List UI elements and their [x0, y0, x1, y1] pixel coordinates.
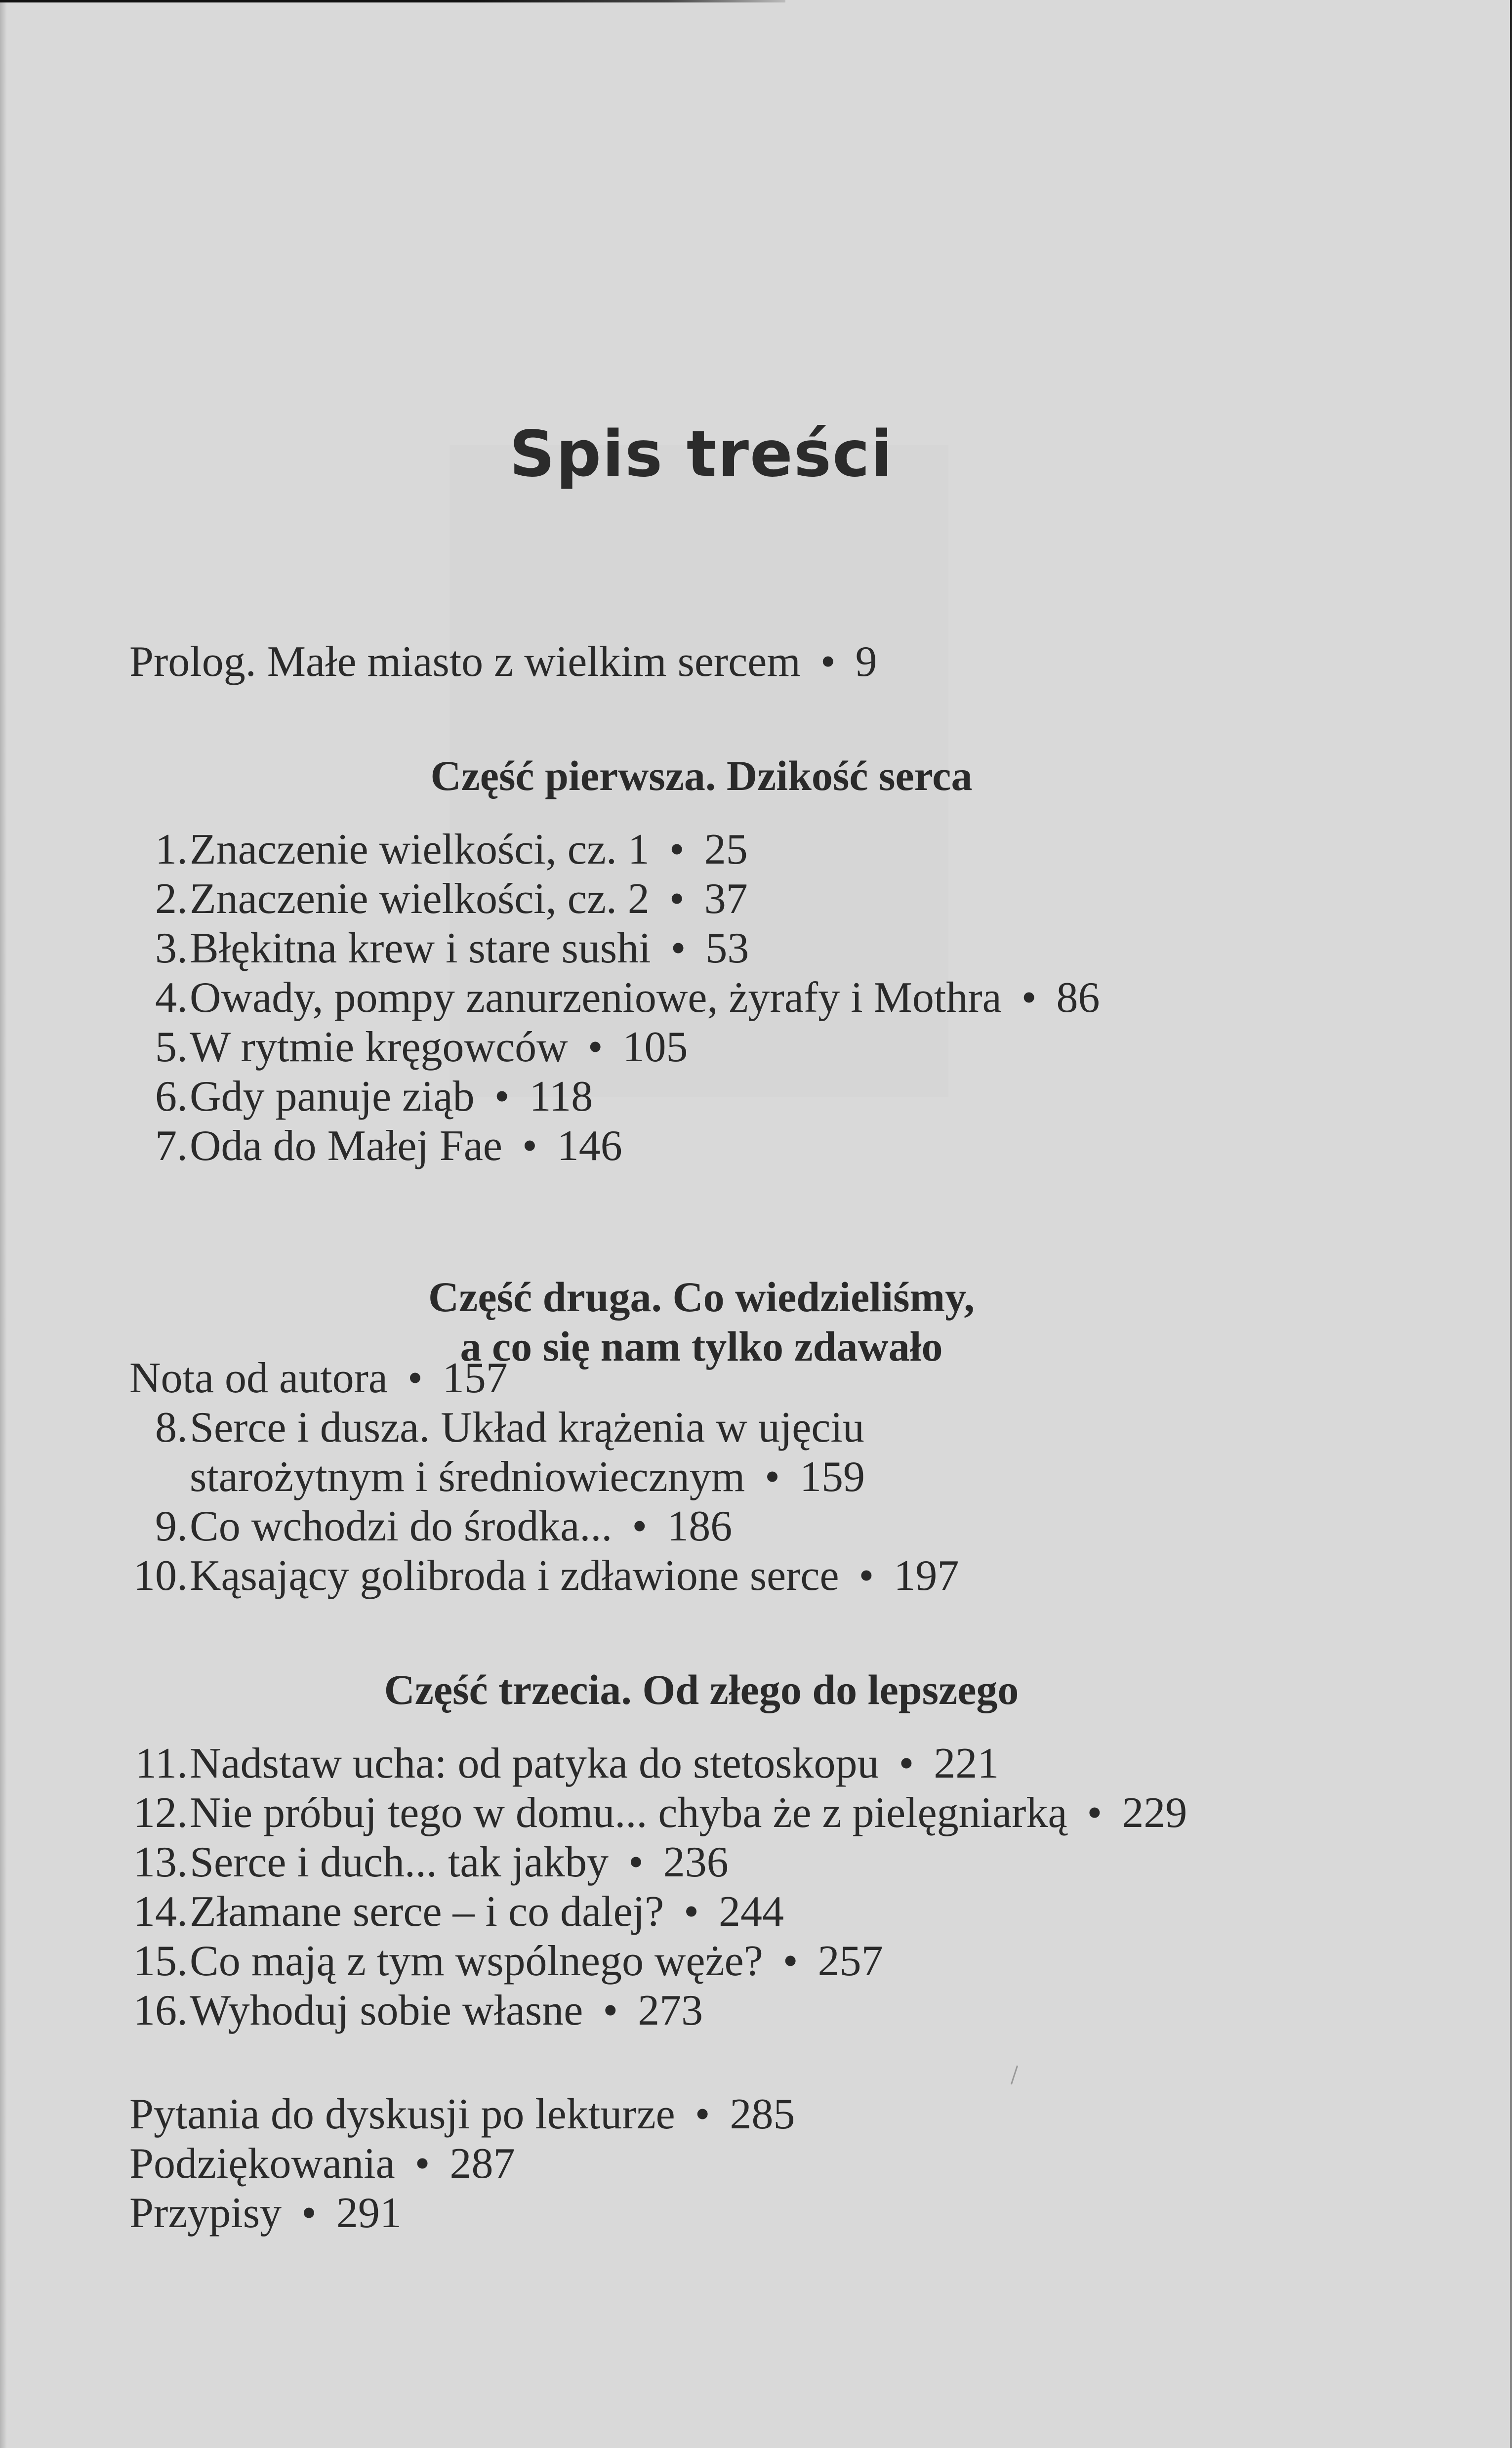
toc-entry[interactable] — [129, 1986, 703, 2035]
toc-entry-title-line-1: Serce i dusza. Układ krążenia w ujęciu — [190, 1404, 864, 1452]
toc-entry-page: 197 — [894, 1552, 959, 1600]
toc-entry-title: Kąsający golibroda i zdławione serce — [190, 1552, 839, 1600]
toc-entry[interactable] — [129, 1121, 622, 1171]
toc-entry-page: 157 — [442, 1354, 508, 1402]
bullet-separator: • — [301, 2189, 317, 2237]
bullet-separator: • — [1021, 974, 1037, 1022]
toc-entry-title: Nie próbuj tego w domu... chyba że z pielęgniarką — [190, 1789, 1067, 1837]
bullet-separator: • — [695, 2090, 710, 2138]
toc-entry[interactable] — [129, 1023, 688, 1072]
bullet-separator: • — [765, 1453, 780, 1501]
toc-entry-title: Serce i duch... tak jakby — [190, 1838, 609, 1886]
chapter-number: 4. — [155, 974, 188, 1022]
toc-entry-title: Owady, pompy zanurzeniowe, żyrafy i Mothra — [190, 974, 1002, 1022]
toc-entry[interactable] — [129, 1887, 784, 1937]
chapter-number: 15. — [133, 1937, 188, 1985]
toc-entry-page: 236 — [663, 1838, 729, 1886]
toc-entry-title: Złamane serce – i co dalej? — [190, 1888, 664, 1936]
toc-entry-page: 285 — [730, 2090, 795, 2138]
toc-entry-page: 86 — [1056, 974, 1100, 1022]
chapter-number: 2. — [155, 875, 188, 923]
bullet-separator: • — [407, 1354, 423, 1402]
part-heading-1: Część pierwsza. Dzikość serca — [430, 752, 973, 799]
toc-entry-page: 273 — [638, 1987, 703, 2034]
page-title: Spis treści — [509, 417, 894, 491]
toc-entry[interactable] — [129, 1551, 959, 1601]
toc-entry-page: 244 — [718, 1888, 784, 1936]
toc-entry-acknowledgements[interactable] — [129, 2139, 515, 2189]
toc-entry-title: Co wchodzi do środka... — [190, 1502, 613, 1550]
part-heading-2-line-2: a co się nam tylko zdawało — [460, 1323, 943, 1370]
toc-entry[interactable] — [129, 1072, 593, 1121]
toc-entry-title: Co mają z tym wspólnego węże? — [190, 1937, 763, 1985]
chapter-number: 9. — [155, 1502, 188, 1550]
chapter-number: 3. — [155, 924, 188, 972]
toc-entry-title: W rytmie kręgowców — [190, 1023, 568, 1071]
bullet-separator: • — [603, 1987, 618, 2034]
toc-entry-prolog[interactable] — [129, 637, 877, 687]
toc-entry-title: Znaczenie wielkości, cz. 2 — [190, 875, 650, 923]
part-heading-2-line-1: Część druga. Co wiedzieliśmy, — [428, 1273, 975, 1321]
toc-entry-page: 9 — [855, 638, 877, 686]
stray-pen-mark — [1011, 2066, 1018, 2085]
toc-entry-page: 105 — [622, 1023, 688, 1071]
chapter-number: 6. — [155, 1073, 188, 1120]
toc-entry-author-note[interactable] — [129, 1354, 508, 1403]
scan-left-shadow — [0, 0, 7, 2448]
toc-entry-title: Gdy panuje ziąb — [190, 1073, 475, 1120]
bullet-separator: • — [669, 875, 685, 923]
bullet-separator: • — [587, 1023, 603, 1071]
toc-entry-title: Pytania do dyskusji po lekturze — [129, 2090, 675, 2138]
chapter-number: 1. — [155, 826, 188, 873]
toc-entry-title: Prolog. Małe miasto z wielkim sercem — [129, 638, 801, 686]
toc-entry[interactable] — [129, 825, 748, 874]
toc-entry-title-line-2: starożytnym i średniowiecznym — [190, 1453, 745, 1501]
bullet-separator: • — [670, 924, 686, 972]
chapter-number: 13. — [133, 1838, 188, 1886]
toc-entry-page: 146 — [557, 1122, 622, 1170]
toc-entry-page: 257 — [817, 1937, 883, 1985]
toc-entry[interactable] — [129, 1788, 1187, 1838]
toc-entry[interactable] — [129, 1403, 864, 1452]
toc-entry-page: 25 — [704, 826, 748, 873]
toc-entry-page: 229 — [1122, 1789, 1187, 1837]
toc-entry[interactable] — [129, 924, 749, 973]
chapter-number: 14. — [133, 1888, 188, 1936]
chapter-number: 12. — [133, 1789, 188, 1837]
toc-entry-title: Przypisy — [129, 2189, 282, 2237]
chapter-number: 10. — [133, 1552, 188, 1600]
toc-entry-title: Znaczenie wielkości, cz. 1 — [190, 826, 650, 873]
bullet-separator: • — [494, 1073, 510, 1120]
bullet-separator: • — [1087, 1789, 1103, 1837]
toc-entry[interactable] — [129, 874, 748, 924]
bullet-separator: • — [782, 1937, 798, 1985]
bullet-separator: • — [632, 1502, 648, 1550]
bullet-separator: • — [820, 638, 836, 686]
toc-entry-title: Nota od autora — [129, 1354, 388, 1402]
toc-entry[interactable] — [129, 973, 1100, 1023]
chapter-number: 11. — [135, 1740, 188, 1787]
scan-top-edge — [0, 0, 785, 2]
toc-entry-title: Podziękowania — [129, 2140, 395, 2188]
bullet-separator: • — [684, 1888, 699, 1936]
toc-entry-page: 287 — [450, 2140, 515, 2188]
toc-entry-title: Nadstaw ucha: od patyka do stetoskopu — [190, 1740, 879, 1787]
bullet-separator: • — [669, 826, 685, 873]
toc-entry-page: 37 — [704, 875, 748, 923]
scan-right-edge — [1510, 0, 1512, 2448]
bullet-separator: • — [858, 1552, 874, 1600]
toc-entry-continuation[interactable] — [129, 1452, 865, 1502]
bullet-separator: • — [414, 2140, 430, 2188]
toc-entry-title: Błękitna krew i stare sushi — [190, 924, 651, 972]
toc-entry-discussion-questions[interactable] — [129, 2090, 795, 2139]
chapter-number: 8. — [155, 1404, 188, 1452]
toc-entry-page: 118 — [529, 1073, 593, 1120]
toc-entry-page: 291 — [336, 2189, 402, 2237]
toc-entry-page: 221 — [934, 1740, 999, 1787]
toc-entry[interactable] — [129, 1502, 732, 1551]
chapter-number: 16. — [133, 1987, 188, 2034]
bullet-separator: • — [899, 1740, 914, 1787]
chapter-number: 7. — [155, 1122, 188, 1170]
toc-entry[interactable] — [129, 1937, 883, 1986]
part-heading-3: Część trzecia. Od złego do lepszego — [384, 1666, 1019, 1713]
bullet-separator: • — [628, 1838, 644, 1886]
toc-entry-page: 53 — [705, 924, 749, 972]
toc-entry-footnotes[interactable] — [129, 2189, 402, 2238]
toc-entry[interactable] — [129, 1838, 729, 1887]
toc-entry[interactable] — [129, 1739, 999, 1788]
toc-entry-title: Wyhoduj sobie własne — [190, 1987, 583, 2034]
bullet-separator: • — [522, 1122, 537, 1170]
toc-entry-page: 159 — [799, 1453, 865, 1501]
chapter-number: 5. — [155, 1023, 188, 1071]
toc-entry-title: Oda do Małej Fae — [190, 1122, 502, 1170]
toc-entry-page: 186 — [667, 1502, 733, 1550]
